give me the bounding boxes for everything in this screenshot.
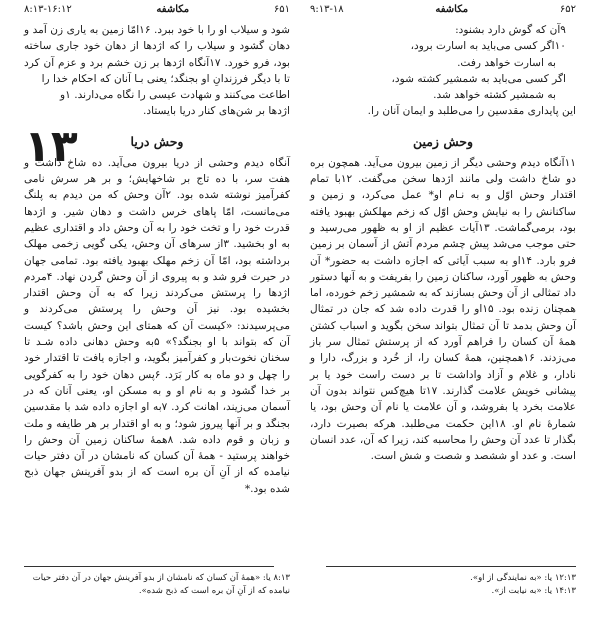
verse-line: به اسارت خواهد رفت. xyxy=(457,56,556,69)
footnote: ۸:۱۳ یا: «همهٔ آن کسان که نامشان از بدو آفرینش جهان در آن دفتر حیات نیامده که از آنِ آن بره است که ذبح شده». xyxy=(32,573,290,596)
left-header-title: مکاشفه xyxy=(156,4,190,15)
section-heading-sea-beast: وحش دریا xyxy=(130,133,184,149)
verse-line: ۹آن که گوش دارد بشنود: xyxy=(455,24,566,36)
left-header-page-number: ۶۵۱ xyxy=(273,4,290,15)
right-footnote-divider xyxy=(326,566,576,567)
right-page xyxy=(300,0,600,626)
chapter-line: اطاعت می‌کنند و شهادت عیسی را نگاه می‌دارند. ۱و xyxy=(60,89,290,102)
left-paragraph: آنگاه دیدم وحشی از دریا بیرون می‌آید. ده شاخ داشت و هفت سر، با ده تاج بر شاخهایش؛ و بر هر سرش نامی کفرآمیز نوشته شده بود. ۲آن وحش که من دیدم به پلنگ می‌مانست، امّا پاهای خرس داشت و دهان شیر. و اژدها قدرت خود را و تخت خود را به آن وحش داد و اقتداری عظیم به او بخشید. ۳از سرهای آن وحش، یکی گویی زخمی مهلک برداشته بود، امّا آن زخم مهلک بهبود یافته بود. تمامی جهان در حیرت فرو شد و به پیروی از آن وحش گردن نهاد. ۴مردم اژدها را پرستش می‌کردند زیرا که به آن وحش اقتدار بخشیده بود. نیز آن وحش را پرستش می‌کردند و می‌پرسیدند: «کیست آن که همتای این وحش باشد؟ کیست آن که بتواند با او بجنگد؟» ۵به وحش دهانی داده شـد تا سخنان نخوت‌بار و کفرآمیز بگوید، و اجازه یافت تا اقتدار خود را چهل و دو ماه به کار بَرَد. ۶پس دهان خود را به کفرگویی بر خدا گشود و به نام او و به مسکن او، یعنی آنان که در آسمان می‌زیند، اهانت کرد. ۷به او اجازه داده شد با مقدسین بجنگد و بر آنها پیروز شود؛ و به او اقتدار بر هر طایفه و ملت و زبان و قوم داده شد. ۸همهٔ ساکنان زمین آن وحش را خواهند پرستید - همهٔ آن کسان که نامشان در آن دفتر حیات نیامده که از آنِ آن بره است که از بدو آفرینش جهان ذبح شده بود.* xyxy=(24,156,291,495)
left-top-text: شود و سیلاب او را با خود ببرد. ۱۶امّا زمین به یاری زن آمد و دهان گشود و سیلاب را که اژدها از دهان خود جاری ساخته بود، فرو خورد. ۱۷آنگاه اژدها بر زن خشم برد و عزم آن کرد تا با دیگر فرزندانِ او بجنگد؛ یعنی بـا آنان که احکام خدا را xyxy=(24,24,290,85)
right-header-title: مکاشفه xyxy=(435,4,469,15)
chapter-opening-lines xyxy=(24,87,290,120)
left-footnote-divider xyxy=(24,566,274,567)
right-paragraph: ۱۱آنگاه دیدم وحشی دیگر از زمین بیرون می‌آید. همچون بره دو شاخ داشت ولی مانند اژدها سخن می‌گفت. ۱۲با تمام اقتدار وحش اوّل و به نـام او* عمل می‌کرد، و زمین و ساکنانش را به نیایش وحش اوّل که زخم مهلکش بهبود یافته بود، برمی‌گماشت. ۱۳آیات عظیم از او به ظهور می‌رسید و حتی موجب می‌شد پیش چشم مردم آتش از آسمان بر زمین فرو بارد. ۱۴او به سبب آیاتی که اجازه داشت به حضور* آن وحش به ظهور آورد، ساکنان زمین را بفریفت و به آنها دستور داد تمثالی از آن وحش بسازند که به شمشیر زخم خورده، اما همچنان زنده بود. ۱۵او را قدرت داده شد که جان در تمثال آن وحش بدمد تا آن تمثال بتواند سخن بگوید و اسباب کشتن همهٔ آن کسان را فراهم آورد که از پرستش تمثال سر باز می‌زدند. ۱۶همچنین، همهٔ کسان را، از خُرد و بزرگ، دارا و نادار، و غلام و آزاد واداشت تا بر دست راست خود یا بر پیشانی خویش علامت گذارند. ۱۷تا هیچ‌کس نتواند بدون آن علامت بخرد یا بفروشد، و آن علامت یا نام آن وحش بود، یا شمارهٔ نام او. ۱۸این حکمت می‌طلبد. هرکه بصیرت دارد، بگذار تا عدد آن وحش را محاسبه کند، زیرا که آن، عدد انسان است. و عدد او ششصد و شصت و شش است. xyxy=(310,156,577,463)
right-footnotes xyxy=(310,572,576,598)
footnote: ۱۴:۱۳ یا: «به نیابت از». xyxy=(491,586,576,596)
verse-line: اگر کسی می‌باید به شمشیر کشته شود، xyxy=(391,72,566,85)
section-heading-land-beast: وحش زمین xyxy=(412,133,474,149)
right-page-header xyxy=(310,4,576,22)
verse-line: ۱۰اگر کسی می‌باید به اسارت برود، xyxy=(410,40,566,53)
left-top-text-block xyxy=(24,22,290,87)
chapter-number: ۱۳ xyxy=(24,121,78,173)
chapter-line: اژدها بر شن‌های کنار دریا بایستاد. xyxy=(143,105,290,118)
left-paragraph-block xyxy=(24,155,290,497)
verse-line: این پایداری مقدسین را می‌طلبد و ایمان آنان را. xyxy=(367,105,576,118)
right-verse-block xyxy=(310,22,576,120)
right-header-ref: ۹:۱۳-۱۸ xyxy=(310,4,344,15)
left-footnotes xyxy=(24,572,290,598)
left-header-ref: ۸:۱۳-۱۶:۱۲ xyxy=(24,4,72,15)
footnote: ۱۲:۱۳ یا: «به نمایندگی از او». xyxy=(470,573,576,583)
verse-line: به شمشیر کشته خواهد شد. xyxy=(433,89,556,102)
right-header-page-number: ۶۵۲ xyxy=(559,4,576,15)
right-paragraph-block xyxy=(310,155,576,465)
left-page-header xyxy=(24,4,290,22)
